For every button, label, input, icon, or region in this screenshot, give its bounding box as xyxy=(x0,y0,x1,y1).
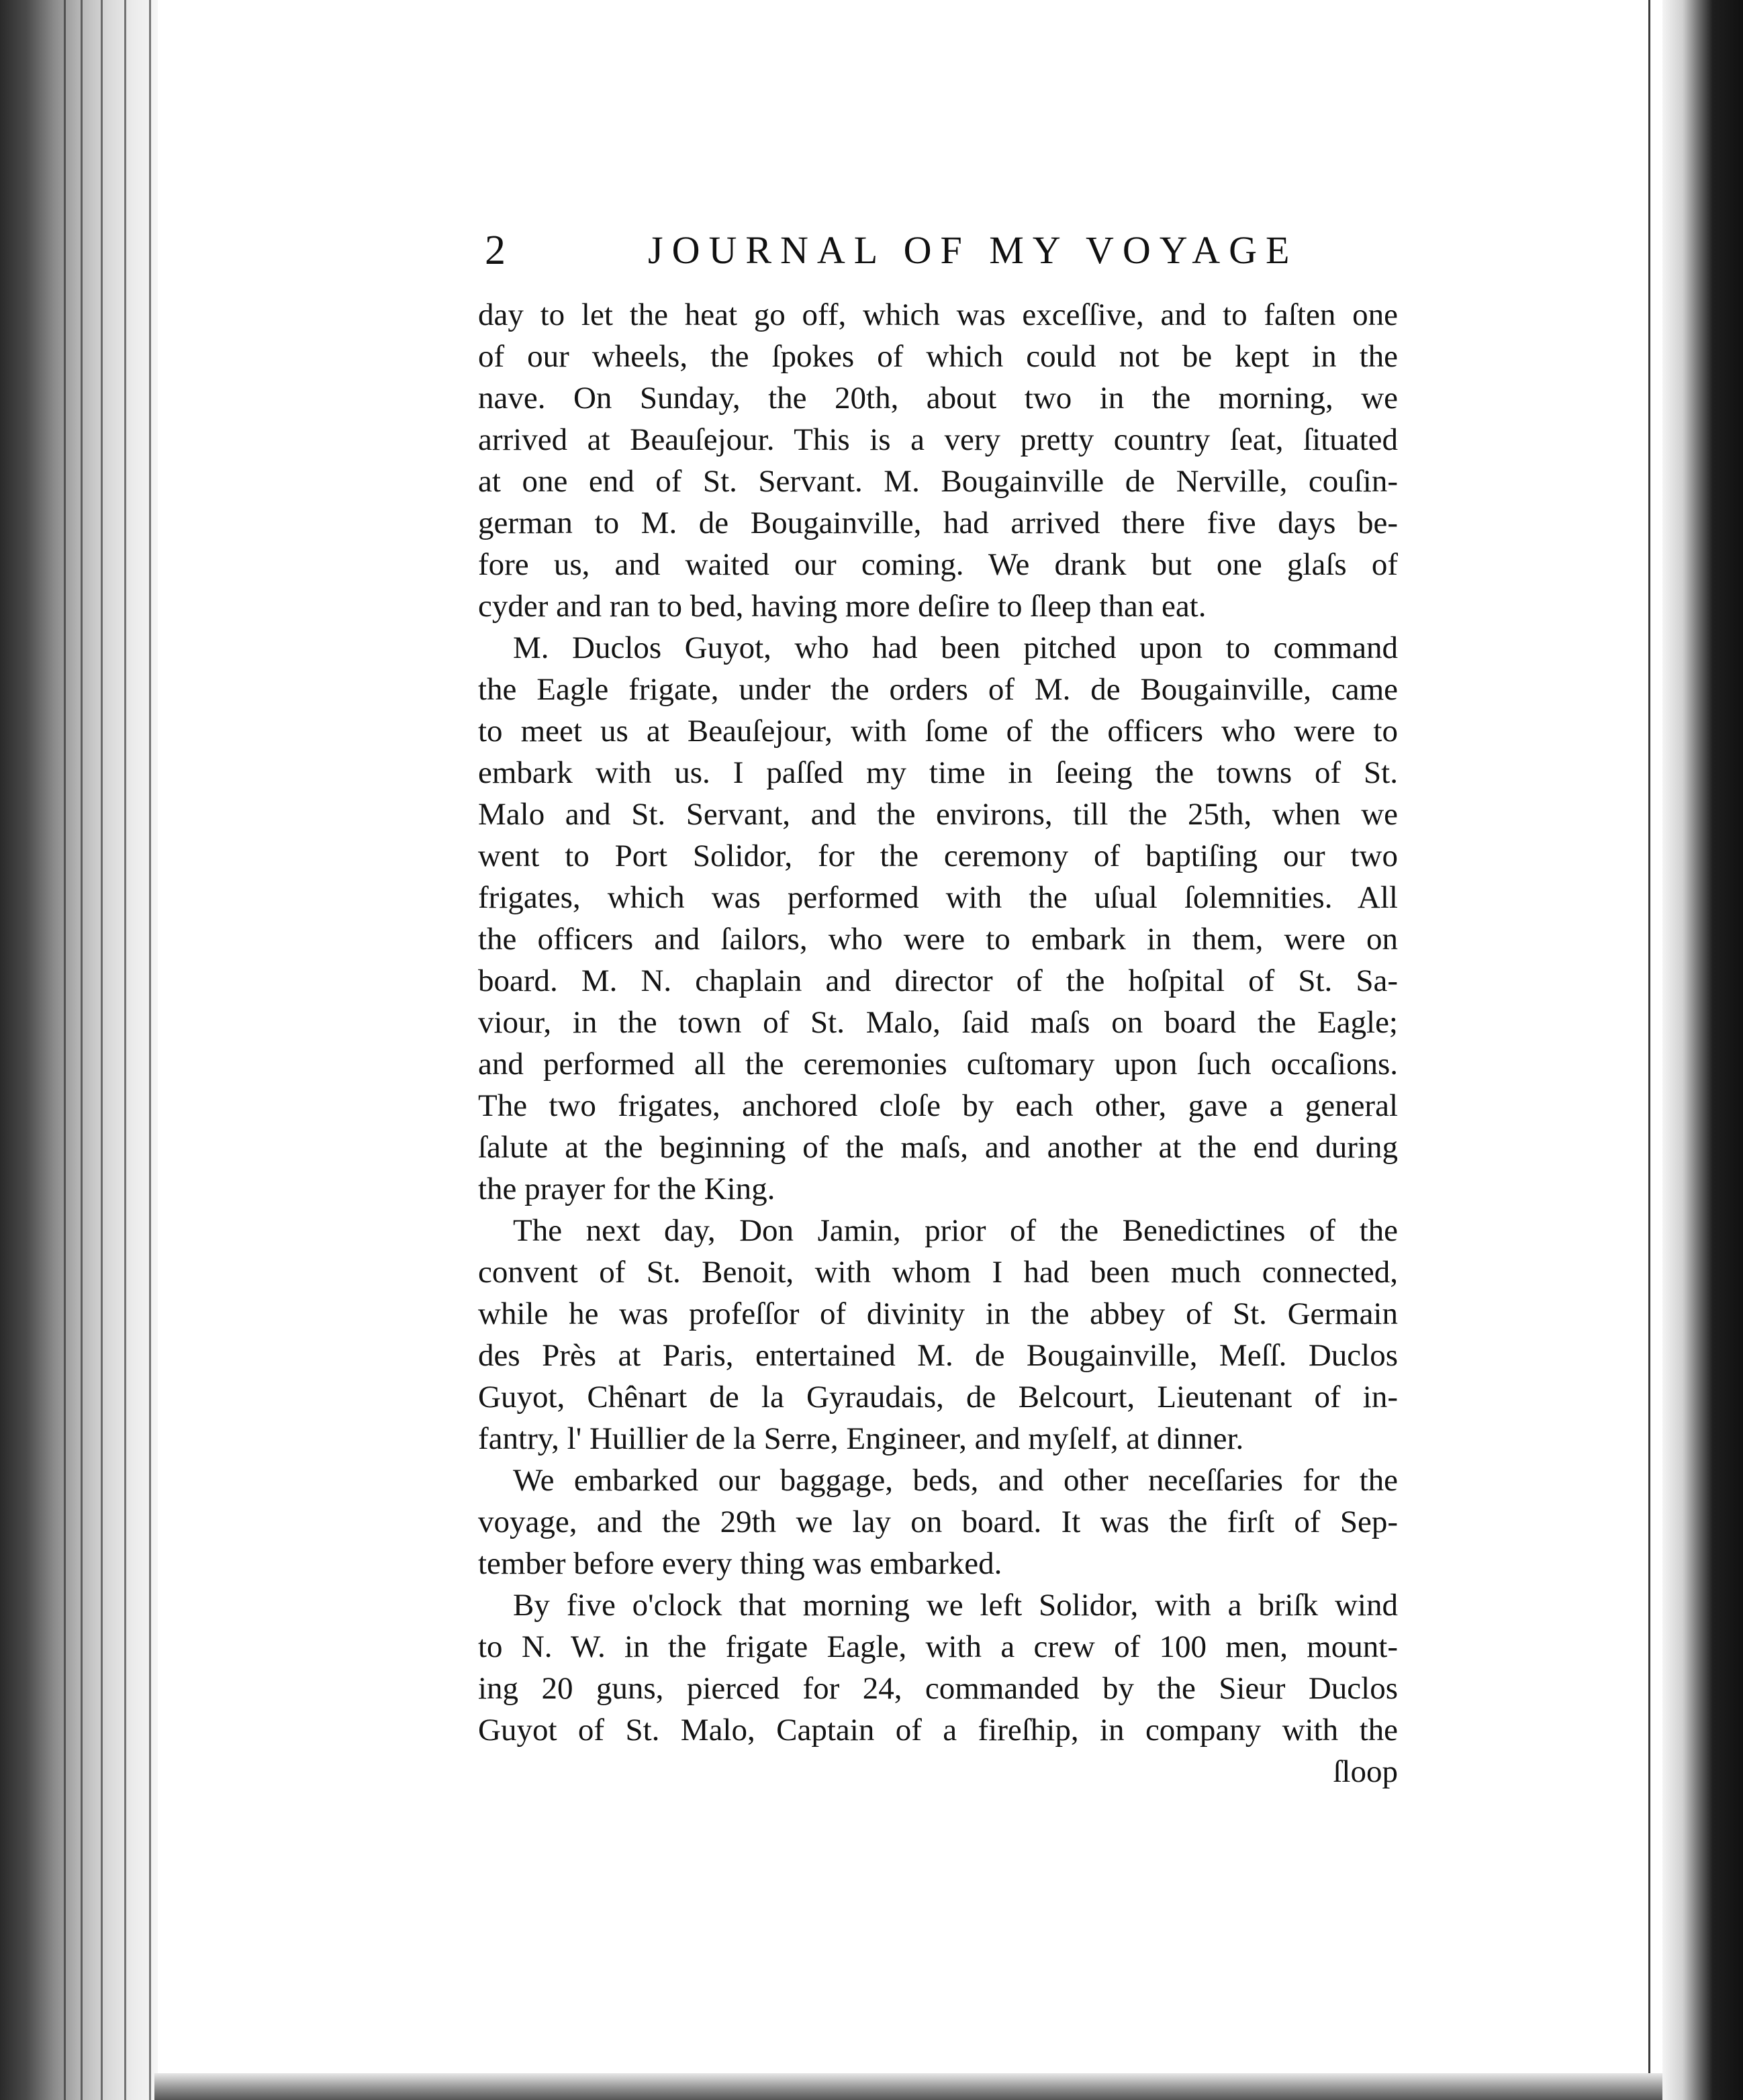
text-line: the Eagle frigate, under the orders of M. de Bougainville, came xyxy=(478,672,1398,707)
text-line: the officers and ſailors, who were to embark in them, were on xyxy=(478,922,1398,957)
text-line: embark with us. I paſſed my time in ſeeing the towns of St. xyxy=(478,755,1398,790)
text-line: The next day, Don Jamin, prior of the Benedictines of the xyxy=(513,1213,1398,1248)
text-line: cyder and ran to bed, having more deſire to ſleep than eat. xyxy=(478,589,1207,624)
text-line: frigates, which was performed with the uſual ſolemnities. All xyxy=(478,880,1398,915)
text-line: of our wheels, the ſpokes of which could not be kept in the xyxy=(478,339,1398,374)
text-line: Malo and St. Servant, and the environs, till the 25th, when we xyxy=(478,797,1398,832)
gutter-edge-line xyxy=(124,0,126,2100)
catchword: ſloop xyxy=(1333,1754,1398,1789)
body-text xyxy=(478,294,1398,1793)
text-line: ing 20 guns, pierced for 24, commanded by the Sieur Duclos xyxy=(478,1671,1398,1706)
gutter-edge-line xyxy=(101,0,103,2100)
book-gutter xyxy=(0,0,158,2100)
gutter-edge-line xyxy=(81,0,83,2100)
text-line: des Près at Paris, entertained M. de Bougainville, Meſſ. Duclos xyxy=(478,1338,1398,1373)
text-line: viour, in the town of St. Malo, ſaid maſs on board the Eagle; xyxy=(478,1005,1398,1040)
text-line: day to let the heat go off, which was exceſſive, and to faſten one xyxy=(478,297,1398,332)
gutter-edge-line xyxy=(64,0,66,2100)
right-page-edge xyxy=(1662,0,1743,2100)
text-line: voyage, and the 29th we lay on board. It was the firſt of Sep- xyxy=(478,1505,1398,1539)
gutter-edge-line xyxy=(149,0,151,2100)
text-line: ſalute at the beginning of the maſs, and another at the end during xyxy=(478,1130,1398,1165)
page-edge-rule xyxy=(1648,0,1650,2100)
text-line: while he was profeſſor of divinity in the abbey of St. Germain xyxy=(478,1296,1398,1331)
text-line: to meet us at Beauſejour, with ſome of the officers who were to xyxy=(478,714,1398,749)
running-head: JOURNAL OF MY VOYAGE xyxy=(648,228,1299,272)
text-line: at one end of St. Servant. M. Bougainville de Nerville, couſin- xyxy=(478,464,1398,499)
text-line: Guyot of St. Malo, Captain of a fireſhip, in company with the xyxy=(478,1713,1398,1748)
text-line: By five o'clock that morning we left Solidor, with a briſk wind xyxy=(513,1588,1398,1623)
text-line: the prayer for the King. xyxy=(478,1172,775,1206)
text-line: german to M. de Bougainville, had arrived there five days be- xyxy=(478,506,1398,540)
text-line: arrived at Beauſejour. This is a very pretty country ſeat, ſituated xyxy=(478,422,1398,457)
text-line: nave. On Sunday, the 20th, about two in the morning, we xyxy=(478,381,1398,416)
text-line: We embarked our baggage, beds, and other neceſſaries for the xyxy=(513,1463,1398,1498)
text-line: board. M. N. chaplain and director of the hoſpital of St. Sa- xyxy=(478,963,1398,998)
bottom-page-edge xyxy=(154,2073,1662,2100)
text-line: M. Duclos Guyot, who had been pitched upon to command xyxy=(513,630,1398,665)
text-line: Guyot, Chênart de la Gyraudais, de Belcourt, Lieutenant of in- xyxy=(478,1380,1398,1415)
page-number: 2 xyxy=(485,228,506,273)
text-line: tember before every thing was embarked. xyxy=(478,1546,1002,1581)
text-line: fantry, l' Huillier de la Serre, Engineer, and myſelf, at dinner. xyxy=(478,1421,1244,1456)
text-line: convent of St. Benoit, with whom I had been much connected, xyxy=(478,1255,1398,1290)
text-line: The two frigates, anchored cloſe by each other, gave a general xyxy=(478,1088,1398,1123)
text-line: fore us, and waited our coming. We drank but one glaſs of xyxy=(478,547,1398,582)
text-line: went to Port Solidor, for the ceremony of baptiſing our two xyxy=(478,839,1398,873)
text-line: and performed all the ceremonies cuſtomary upon ſuch occaſions. xyxy=(478,1047,1398,1082)
text-line: to N. W. in the frigate Eagle, with a crew of 100 men, mount- xyxy=(478,1629,1398,1664)
